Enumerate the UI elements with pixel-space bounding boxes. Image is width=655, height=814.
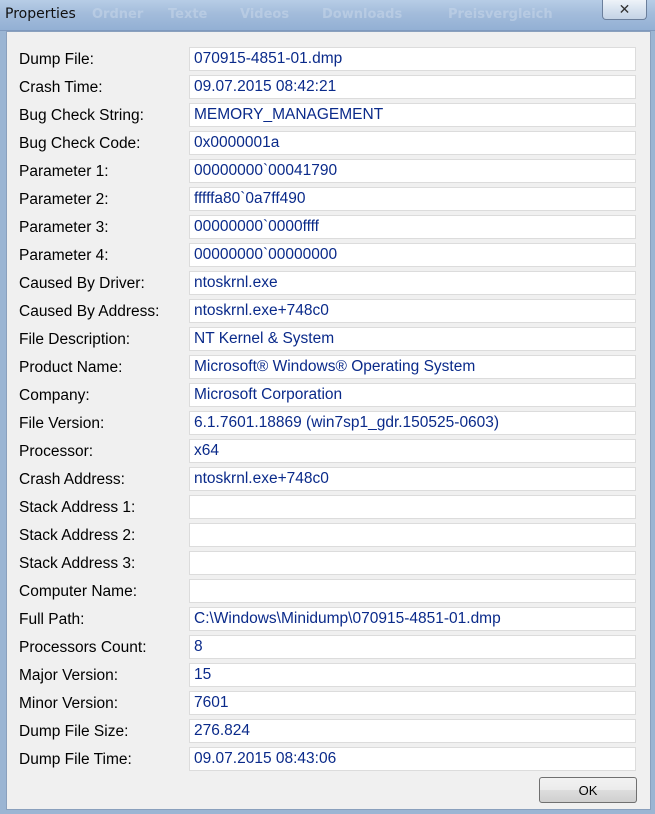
property-row-crash-time [7,73,650,101]
property-row-file-description [7,325,650,353]
property-value-field[interactable]: 070915-4851-01.dmp [189,47,636,71]
property-value-field[interactable]: ntoskrnl.exe+748c0 [189,467,636,491]
background-menu-item: Videos [240,7,290,22]
property-row-stack-address-3 [7,549,650,577]
property-row-company [7,381,650,409]
property-row-computer-name [7,577,650,605]
background-menu-item: Downloads [322,7,403,22]
property-value-field[interactable]: Microsoft® Windows® Operating System [189,355,636,379]
property-value-field[interactable]: 7601 [189,691,636,715]
property-row-major-version [7,661,650,689]
property-label: Parameter 2: [19,191,109,208]
property-label: Stack Address 2: [19,527,136,544]
property-label: Processors Count: [19,639,147,656]
background-menu-item: Texte [168,7,208,22]
property-label: Parameter 1: [19,163,109,180]
property-value-field[interactable]: NT Kernel & System [189,327,636,351]
property-row-product-name [7,353,650,381]
property-value-field[interactable]: MEMORY_MANAGEMENT [189,103,636,127]
property-value-field[interactable]: 15 [189,663,636,687]
title-bar[interactable] [0,0,655,31]
background-menu-item: Preisvergleich [448,7,553,22]
property-value-field[interactable]: 8 [189,635,636,659]
property-value-field[interactable] [189,523,636,547]
property-row-processors-count [7,633,650,661]
property-label: File Version: [19,415,105,432]
property-label: File Description: [19,331,131,348]
property-value-field[interactable]: 6.1.7601.18869 (win7sp1_gdr.150525-0603) [189,411,636,435]
property-value-field[interactable]: C:\Windows\Minidump\070915-4851-01.dmp [189,607,636,631]
property-label: Parameter 3: [19,219,109,236]
property-label: Bug Check Code: [19,135,141,152]
property-label: Company: [19,387,90,404]
property-value-field[interactable]: 09.07.2015 08:42:21 [189,75,636,99]
property-row-minor-version [7,689,650,717]
property-label: Stack Address 3: [19,555,136,572]
property-label: Caused By Address: [19,303,160,320]
window-title: Properties [5,6,76,22]
property-value-field[interactable] [189,495,636,519]
property-value-field[interactable]: fffffa80`0a7ff490 [189,187,636,211]
ok-button[interactable]: OK [539,777,637,803]
property-row-dump-file-size [7,717,650,745]
property-label: Caused By Driver: [19,275,145,292]
property-value-field[interactable] [189,579,636,603]
property-row-dump-file-time [7,745,650,773]
property-row-caused-by-driver [7,269,650,297]
property-label: Parameter 4: [19,247,109,264]
property-value-field[interactable]: ntoskrnl.exe+748c0 [189,299,636,323]
close-icon: ✕ [618,1,631,18]
property-label: Full Path: [19,611,85,628]
property-row-processor [7,437,650,465]
property-value-field[interactable] [189,551,636,575]
property-label: Major Version: [19,667,119,684]
property-row-caused-by-address [7,297,650,325]
property-row-full-path [7,605,650,633]
property-row-parameter-4 [7,241,650,269]
property-value-field[interactable]: 09.07.2015 08:43:06 [189,747,636,771]
property-label: Computer Name: [19,583,138,600]
property-label: Stack Address 1: [19,499,136,516]
property-label: Product Name: [19,359,123,376]
property-value-field[interactable]: 276.824 [189,719,636,743]
property-row-parameter-2 [7,185,650,213]
close-button[interactable] [602,0,647,20]
property-value-field[interactable]: 0x0000001a [189,131,636,155]
property-row-stack-address-1 [7,493,650,521]
property-label: Minor Version: [19,695,119,712]
property-value-field[interactable]: 00000000`00000000 [189,243,636,267]
property-label: Bug Check String: [19,107,144,124]
background-menu-item: Ordner [92,7,144,22]
property-value-field[interactable]: 00000000`0000ffff [189,215,636,239]
property-row-file-version [7,409,650,437]
property-row-parameter-1 [7,157,650,185]
property-row-bug-check-code [7,129,650,157]
property-label: Dump File Size: [19,723,129,740]
property-row-crash-address [7,465,650,493]
property-row-stack-address-2 [7,521,650,549]
property-label: Processor: [19,443,94,460]
property-row-dump-file [7,45,650,73]
property-label: Dump File Time: [19,751,132,768]
property-row-parameter-3 [7,213,650,241]
property-value-field[interactable]: Microsoft Corporation [189,383,636,407]
property-label: Crash Address: [19,471,125,488]
properties-dialog [6,31,651,810]
property-value-field[interactable]: x64 [189,439,636,463]
property-value-field[interactable]: 00000000`00041790 [189,159,636,183]
property-row-bug-check-string [7,101,650,129]
property-value-field[interactable]: ntoskrnl.exe [189,271,636,295]
property-label: Dump File: [19,51,94,68]
property-label: Crash Time: [19,79,103,96]
